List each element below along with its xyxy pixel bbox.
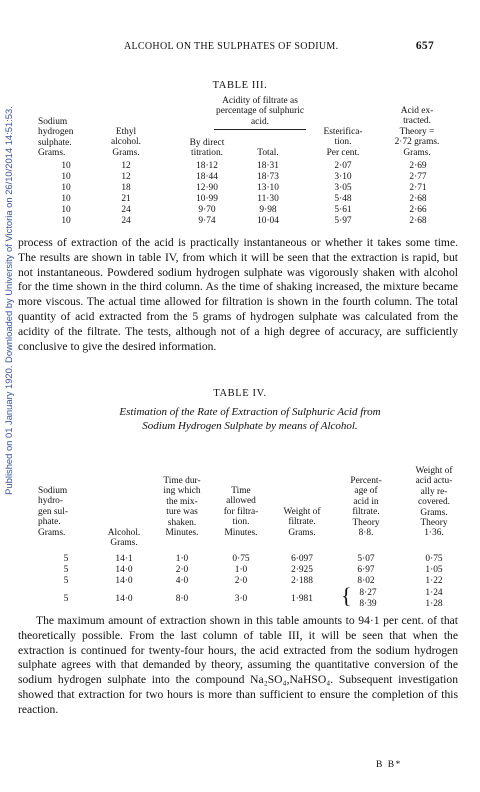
table-cell: 5: [63, 554, 69, 564]
table-cell: 3·10: [334, 172, 352, 182]
table-cell: 2·0: [175, 565, 189, 575]
table-iv-col-weight-acid: Weight of acid actu- ally re- covered. Grams. Theory 1·36.: [415, 466, 453, 539]
table-cell: 14·0: [115, 594, 133, 604]
table-cell: 10: [61, 183, 71, 193]
table-cell: 9·98: [259, 205, 277, 215]
table-cell: 18·12: [196, 161, 218, 171]
table-iii-col-sodium: Sodium hydrogen sulphate. Grams.: [38, 117, 74, 159]
table-cell: 9·70: [198, 205, 216, 215]
table-cell: 1·05: [425, 565, 443, 575]
running-title: ALCOHOL ON THE SULPHATES OF SODIUM.: [124, 41, 339, 52]
table-cell: 1·22: [425, 576, 443, 586]
table-iii-title: TABLE III.: [212, 80, 268, 91]
body-paragraph-1: process of extraction of the acid is practically instantaneous or whether it takes some time. The results are shown in table IV, from which it will be seen that the extraction is rapid, but not instantaneous. Powdered sodium hydrogen sulphate was vigorously shaken with alcohol for the time shown in the third column. As the time of shaking increased, the mixture became more viscous. The actual time allowed for filtration is shown in the fourth column. The total quantity of acid extracted from the 5 grams of hydrogen sulphate was calculated from the acidity of the filtrate. The tests, although not of a high degree of accuracy, are sufficiently conclusive to give the desired information.: [18, 236, 458, 353]
table-cell: 3·0: [234, 594, 248, 604]
table-iv-col-weight-filtrate: Weight of filtrate. Grams.: [283, 507, 321, 538]
table-cell: 24: [121, 216, 131, 226]
table-cell: 18·73: [257, 172, 279, 182]
table-cell: 4·0: [175, 576, 189, 586]
table-cell: 5: [63, 576, 69, 586]
table-cell: 1·24 1·28: [425, 588, 443, 609]
table-iv-col-shaking: Time dur- ing which the mix- ture was shaken. Minutes.: [163, 476, 201, 539]
table-cell: 24: [121, 205, 131, 215]
table-cell: 2·66: [409, 205, 427, 215]
table-iv-col-percentage: Percent- age of acid in filtrate. Theory 8·8.: [350, 476, 382, 539]
table-cell: 14·0: [115, 565, 133, 575]
table-iii-col-acid-extracted: Acid ex- tracted. Theory = 2·72 grams. Grams.: [394, 106, 440, 158]
table-cell: 5·48: [334, 194, 352, 204]
table-cell: 10: [61, 172, 71, 182]
download-watermark: [2, 20, 14, 580]
table-cell: 8·27 8·39: [359, 588, 377, 609]
table-iii-col-direct: By direct titration.: [189, 138, 225, 159]
table-cell: 2·0: [234, 576, 248, 586]
table-cell: 10: [61, 161, 71, 171]
table-iv-col-sodium: Sodium hydro- gen sul- phate. Grams.: [38, 486, 68, 538]
table-cell: 10·04: [257, 216, 279, 226]
table-cell: 12: [121, 172, 131, 182]
table-cell: 14·0: [115, 576, 133, 586]
table-cell: 6·097: [291, 554, 313, 564]
table-cell: 14·1: [115, 554, 133, 564]
table-iv-title: TABLE IV.: [213, 388, 267, 399]
table-cell: 3·05: [334, 183, 352, 193]
table-iv-col-filtration: Time allowed for filtra- tion. Minutes.: [223, 486, 259, 538]
table-iii-acidity-brace: [214, 129, 306, 130]
table-cell: 5·61: [334, 205, 352, 215]
table-cell: 0·75: [232, 554, 250, 564]
table-cell: 6·97: [357, 565, 375, 575]
table-cell: 2·69: [409, 161, 427, 171]
table-cell: 18·31: [257, 161, 279, 171]
table-cell: 10·99: [196, 194, 218, 204]
table-cell: 1·0: [175, 554, 189, 564]
body-paragraph-2: The maximum amount of extraction shown in this table amounts to 94·1 per cent. of that theoretically possible. From the last column of table III, it will be seen that when the extraction is continued for twenty-four hours, the acid extracted from the sodium hydrogen sulphate agrees with that demanded by theory, assuming the quantitative conversion of the sodium hydrogen sulphate into the compound Na₂SO₄,NaHSO₄. Subsequent investigation showed that extraction for two hours is more than sufficient to ensure the completion of this reaction.: [18, 614, 458, 716]
table-cell: 12·90: [196, 183, 218, 193]
table-cell: 8·02: [357, 576, 375, 586]
table-cell: 8·0: [175, 594, 189, 604]
table-cell: 12: [121, 161, 131, 171]
table-iv-subtitle-line-1: Estimation of the Rate of Extraction of Sulphuric Acid from: [119, 406, 381, 418]
table-cell: 1·981: [291, 594, 313, 604]
table-cell: 18: [121, 183, 131, 193]
signature-mark: B B*: [376, 760, 402, 770]
table-iii-col-esterification: Esterifica- tion. Per cent.: [323, 127, 363, 158]
table-iv-col-alcohol: Alcohol. Grams.: [107, 528, 141, 549]
table-iv-subtitle-line-2: Sodium Hydrogen Sulphate by means of Alcohol.: [142, 420, 358, 432]
table-cell: 1·0: [234, 565, 248, 575]
watermark-text: Published on 01 January 1920. Downloaded by University of Victoria on 26/10/2014 14:51:53.: [2, 105, 14, 495]
table-iii-col-alcohol: Ethyl alcohol. Grams.: [111, 127, 141, 158]
page-header: [124, 41, 434, 55]
page-number: 657: [415, 40, 434, 52]
table-cell: 5: [63, 565, 69, 575]
table-cell: 13·10: [257, 183, 279, 193]
curly-brace: {: [341, 583, 352, 608]
table-cell: 2·925: [291, 565, 313, 575]
table-cell: 5·97: [334, 216, 352, 226]
table-iii-acidity-header: Acidity of filtrate as percentage of sulphuric acid.: [216, 96, 304, 127]
table-cell: 21: [121, 194, 131, 204]
table-cell: 10: [61, 194, 71, 204]
table-cell: 10: [61, 205, 71, 215]
table-cell: 18·44: [196, 172, 218, 182]
table-cell: 0·75: [425, 554, 443, 564]
table-cell: 2·71: [409, 183, 427, 193]
table-cell: 10: [61, 216, 71, 226]
table-cell: 2·07: [334, 161, 352, 171]
table-cell: 5·07: [357, 554, 375, 564]
table-cell: 5: [63, 594, 69, 604]
table-cell: 2·188: [291, 576, 313, 586]
table-cell: 2·77: [409, 172, 427, 182]
table-cell: 2·68: [409, 216, 427, 226]
table-cell: 2·68: [409, 194, 427, 204]
table-iii-col-total: Total.: [257, 148, 279, 158]
table-cell: 9·74: [198, 216, 216, 226]
table-cell: 11·30: [257, 194, 279, 204]
